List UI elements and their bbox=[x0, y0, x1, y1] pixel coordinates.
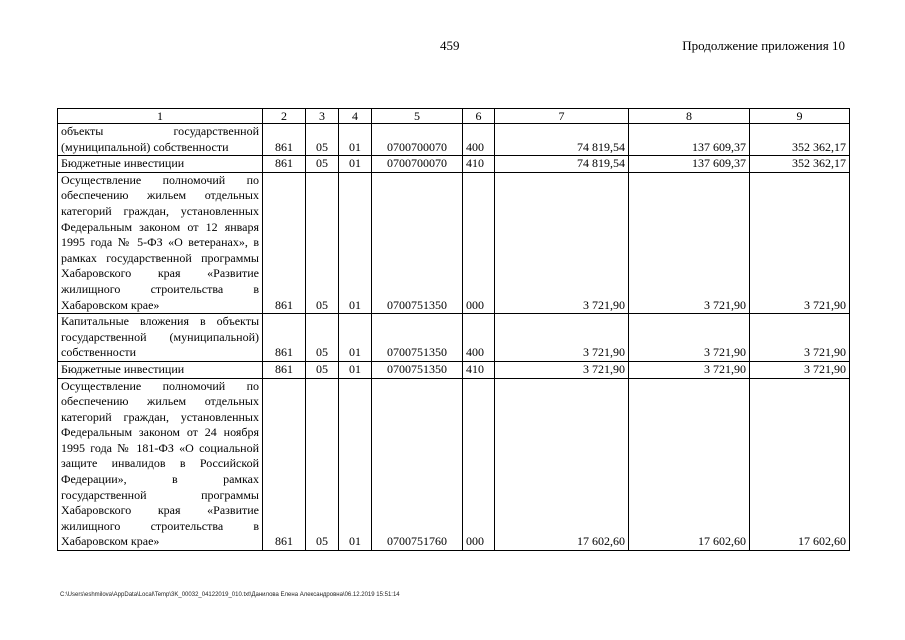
code-cell: 0700751760 bbox=[372, 378, 463, 551]
code-cell: 05 bbox=[306, 361, 339, 378]
code-cell: 01 bbox=[339, 314, 372, 362]
code-cell: 861 bbox=[263, 124, 306, 156]
amount-cell: 3 721,90 bbox=[629, 314, 750, 362]
code-cell: 861 bbox=[263, 172, 306, 313]
code-cell: 01 bbox=[339, 172, 372, 313]
footer-file-path: C:\Users\eshmilova\AppData\Local\Temp\3K_00032_04122019_010.txt\Данилова Елена Александровна\06.12.2019 15:51:14 bbox=[60, 592, 400, 598]
code-cell: 05 bbox=[306, 156, 339, 173]
column-header: 6 bbox=[463, 109, 495, 124]
amount-cell: 137 609,37 bbox=[629, 124, 750, 156]
amount-cell: 137 609,37 bbox=[629, 156, 750, 173]
amount-cell: 3 721,90 bbox=[495, 172, 629, 313]
column-header: 3 bbox=[306, 109, 339, 124]
row-description: Бюджетные инвестиции bbox=[58, 361, 263, 378]
code-cell: 05 bbox=[306, 124, 339, 156]
amount-cell: 3 721,90 bbox=[629, 361, 750, 378]
table-row bbox=[58, 124, 850, 156]
page-number: 459 bbox=[440, 38, 460, 53]
column-header: 5 bbox=[372, 109, 463, 124]
column-header: 2 bbox=[263, 109, 306, 124]
amount-cell: 3 721,90 bbox=[629, 172, 750, 313]
code-cell: 000 bbox=[463, 172, 495, 313]
code-cell: 000 bbox=[463, 378, 495, 551]
code-cell: 0700751350 bbox=[372, 314, 463, 362]
code-cell: 410 bbox=[463, 156, 495, 173]
row-description: Осуществление полномочий по обеспечению жильем отдельных категорий граждан, установленных Федеральным законом от 24 ноября 1995 года № 181-ФЗ «О социальной защите инвалидов в Российской Федерации», в рамках государственной программы Хабаровского края «Развитие жилищного строительства в Хабаровском крае» bbox=[58, 378, 263, 551]
amount-cell: 352 362,17 bbox=[750, 156, 850, 173]
code-cell: 0700700070 bbox=[372, 124, 463, 156]
code-cell: 01 bbox=[339, 156, 372, 173]
code-cell: 05 bbox=[306, 314, 339, 362]
table-row bbox=[58, 314, 850, 362]
amount-cell: 3 721,90 bbox=[495, 314, 629, 362]
table-row bbox=[58, 378, 850, 551]
row-description: Бюджетные инвестиции bbox=[58, 156, 263, 173]
code-cell: 01 bbox=[339, 378, 372, 551]
code-cell: 01 bbox=[339, 124, 372, 156]
table-row bbox=[58, 361, 850, 378]
code-cell: 410 bbox=[463, 361, 495, 378]
table-row bbox=[58, 172, 850, 313]
amount-cell: 3 721,90 bbox=[750, 361, 850, 378]
amount-cell: 17 602,60 bbox=[495, 378, 629, 551]
amount-cell: 74 819,54 bbox=[495, 124, 629, 156]
table-row bbox=[58, 156, 850, 173]
code-cell: 861 bbox=[263, 314, 306, 362]
code-cell: 400 bbox=[463, 314, 495, 362]
row-description: Осуществление полномочий по обеспечению жильем отдельных категорий граждан, установленных Федеральным законом от 12 января 1995 года № 5-ФЗ «О ветеранах», в рамках государственной программы Хабаровского края «Развитие жилищного строительства в Хабаровском крае» bbox=[58, 172, 263, 313]
amount-cell: 3 721,90 bbox=[750, 172, 850, 313]
column-header: 8 bbox=[629, 109, 750, 124]
row-description: объекты государственной (муниципальной) собственности bbox=[58, 124, 263, 156]
code-cell: 861 bbox=[263, 361, 306, 378]
amount-cell: 17 602,60 bbox=[629, 378, 750, 551]
code-cell: 0700751350 bbox=[372, 172, 463, 313]
budget-table bbox=[57, 108, 850, 551]
column-header: 4 bbox=[339, 109, 372, 124]
code-cell: 05 bbox=[306, 378, 339, 551]
code-cell: 400 bbox=[463, 124, 495, 156]
column-number-row bbox=[58, 109, 850, 124]
code-cell: 05 bbox=[306, 172, 339, 313]
amount-cell: 352 362,17 bbox=[750, 124, 850, 156]
code-cell: 861 bbox=[263, 156, 306, 173]
column-header: 7 bbox=[495, 109, 629, 124]
code-cell: 0700700070 bbox=[372, 156, 463, 173]
amount-cell: 74 819,54 bbox=[495, 156, 629, 173]
amount-cell: 17 602,60 bbox=[750, 378, 850, 551]
row-description: Капитальные вложения в объекты государственной (муниципальной) собственности bbox=[58, 314, 263, 362]
appendix-note: Продолжение приложения 10 bbox=[682, 38, 845, 53]
code-cell: 01 bbox=[339, 361, 372, 378]
code-cell: 861 bbox=[263, 378, 306, 551]
amount-cell: 3 721,90 bbox=[495, 361, 629, 378]
code-cell: 0700751350 bbox=[372, 361, 463, 378]
amount-cell: 3 721,90 bbox=[750, 314, 850, 362]
column-header: 1 bbox=[58, 109, 263, 124]
column-header: 9 bbox=[750, 109, 850, 124]
